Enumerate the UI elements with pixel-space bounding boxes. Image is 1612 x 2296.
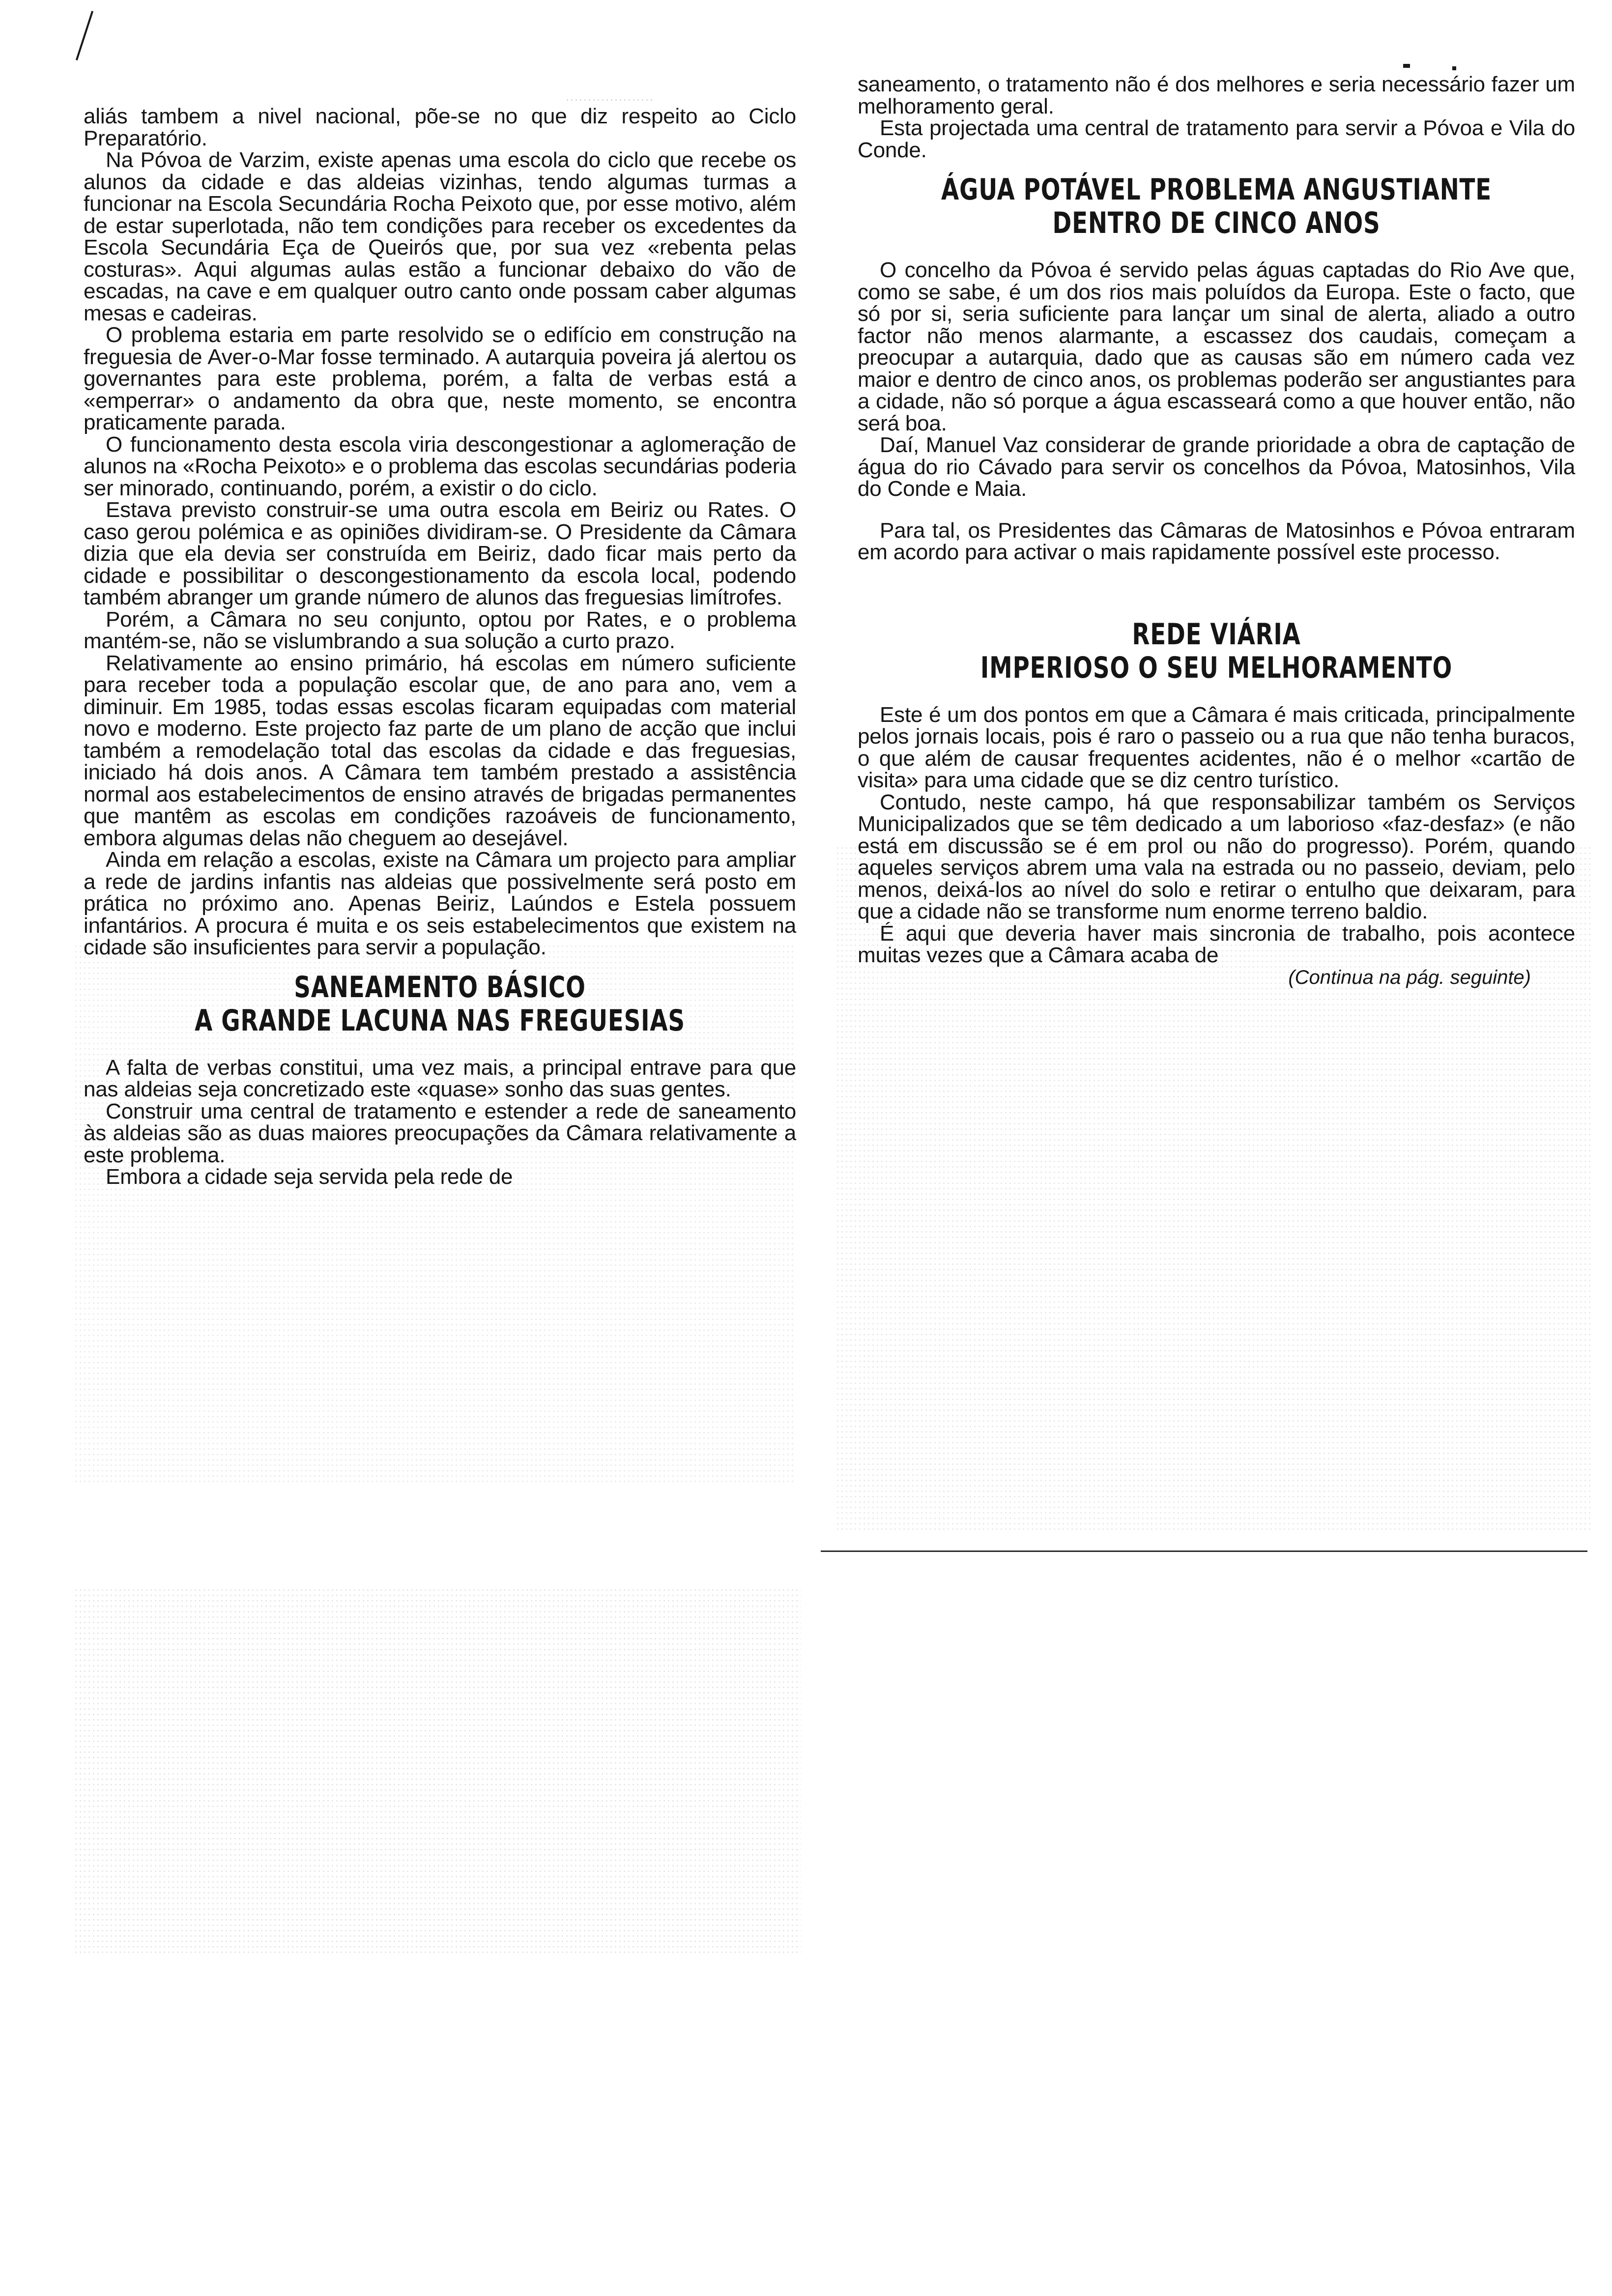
left-paragraph-2: Na Póvoa de Varzim, existe apenas uma escola do ciclo que recebe os alunos da cidade e das aldeias vizinhas, tendo algumas turmas a funcionar na Escola Secundária Rocha Peixoto que, por esse motivo, além de estar superlotada, não tem condições para receber os excedentes da Escola Secundária Eça de Queirós que, por sua vez «rebenta pelas costuras». Aqui algumas aulas estão a funcionar debaixo do vão de escadas, na cave e em qualquer outro canto onde possam caber algumas mesas e cadeiras. [84,148,796,325]
left-paragraph-9: A falta de verbas constitui, uma vez mais, a principal entrave para que nas aldeias seja concretizado este «quase» sonho das suas gentes. [84,1055,796,1101]
heading-rede-line-2: IMPERIOSO O SEU MELHORAMENTO [980,650,1453,685]
scan-noise-left-bottom [74,1587,801,1956]
left-paragraph-5: Estava previsto construir-se uma outra escola em Beiriz ou Rates. O caso gerou polémica e as opiniões dividiram-se. O Presidente da Câmara dizia que ela devia ser construída em Beiriz, dado ficar mais perto da cidade e possibilitar o descongestionamento da escola local, podendo também abranger um grande número de alunos das freguesias limítrofes. [84,498,796,609]
heading-agua-line-2: DENTRO DE CINCO ANOS [1052,206,1381,240]
right-paragraph-3: O concelho da Póvoa é servido pelas águas captadas do Rio Ave que, como se sabe, é um dos rios mais poluídos da Europa. Este o facto, que só por si, seria suficiente para lançar um sinal de alerta, aliado a outro factor não menos alarmante, a escassez dos caudais, começam a preocupar a autarquia, dado que as causas são em número cada vez maior e dentro de cinco anos, os problemas poderão ser angustiantes para a cidade, não só porque a água escasseará como a que houver então, não será boa. [858,258,1575,435]
heading-rede-viaria [858,618,1575,685]
right-column [858,74,1575,989]
left-paragraph-6: Porém, a Câmara no seu conjunto, optou por Rates, e o problema mantém-se, não se vislumbrando a sua solução a curto prazo. [84,607,796,653]
left-paragraph-10: Construir uma central de tratamento e estender a rede de saneamento às aldeias são as duas maiores preocupações da Câmara relativamente a este problema. [84,1099,796,1167]
right-paragraph-8: É aqui que deveria haver mais sincronia de trabalho, pois acontece muitas vezes que a Câmara acaba de [858,921,1575,967]
left-paragraph-1: aliás tambem a nivel nacional, põe-se no que diz respeito ao Ciclo Preparatório. [84,104,796,150]
right-paragraph-1: saneamento, o tratamento não é dos melhores e seria necessário fazer um melhoramento geral. [858,72,1575,118]
right-column-bottom-rule [821,1550,1587,1552]
continues-note: (Continua na pág. seguinte) [1288,966,1531,988]
left-paragraph-8: Ainda em relação a escolas, existe na Câmara um projecto para ampliar a rede de jardins infantis nas aldeias que possivelmente será posto em prática no próximo ano. Apenas Beiriz, Laúndos e Estela possuem infantários. A procura é muita e os seis estabelecimentos que existem na cidade são insuficientes para servir a população. [84,848,796,959]
scan-mark-top-left [76,11,93,60]
scan-noise-top [565,97,654,103]
heading-agua-line-1: ÁGUA POTÁVEL PROBLEMA ANGUSTIANTE [941,172,1492,207]
heading-agua-potavel [858,173,1575,240]
heading-rede-line-1: REDE VIÁRIA [1132,617,1301,652]
right-paragraph-2: Esta projectada uma central de tratamento para servir a Póvoa e Vila do Conde. [858,116,1575,162]
left-paragraph-4: O funcionamento desta escola viria descongestionar a aglomeração de alunos na «Rocha Peixoto» e o problema das escolas secundárias poderia ser minorado, continuando, porém, a existir o do ciclo. [84,432,796,500]
left-paragraph-3: O problema estaria em parte resolvido se o edifício em construção na freguesia de Aver-o-Mar fosse terminado. A autarquia poveira já alertou os governantes para este problema, porém, a falta de verbas está a «emperrar» o andamento da obra que, neste momento, se encontra praticamente parada. [84,323,796,434]
left-paragraph-7: Relativamente ao ensino primário, há escolas em número suficiente para receber toda a população escolar que, de ano para ano, vem a diminuir. Em 1985, todas essas escolas ficaram equipadas com material novo e moderno. Este projecto faz parte de um plano de acção que inclui também a remodelação total das escolas da cidade e das freguesias, iniciado há dois anos. A Câmara tem também prestado a assistência normal aos estabelecimentos de ensino através de brigadas permanentes que mantêm as escolas em condições razoáveis de funcionamento, embora algumas delas não cheguem ao desejável. [84,651,796,850]
heading-saneamento-line-2: A GRANDE LACUNA NAS FREGUESIAS [195,1003,685,1038]
right-paragraph-7: Contudo, neste campo, há que responsabilizar também os Serviços Municipalizados que se têm dedicado a um laborioso «faz-desfaz» (e não está em discussão se é em prol ou não do progresso). Porém, quando aqueles serviços abrem uma vala na estrada ou no passeio, deviam, pelo menos, deixá-los ao nível do solo e retirar o entulho que deixaram, para que a cidade não se transforme num enorme terreno baldio. [858,790,1575,923]
scan-mark-top-right-2 [1452,66,1456,70]
right-paragraph-4: Daí, Manuel Vaz considerar de grande prioridade a obra de captação de água do rio Cávado para servir os concelhos da Póvoa, Matosinhos, Vila do Conde e Maia. [858,433,1575,501]
right-paragraph-5: Para tal, os Presidentes das Câmaras de Matosinhos e Póvoa entraram em acordo para activar o mais rapidamente possível este processo. [858,518,1575,564]
left-paragraph-11: Embora a cidade seja servida pela rede de [106,1165,513,1189]
right-paragraph-6: Este é um dos pontos em que a Câmara é mais criticada, principalmente pelos jornais locais, pois é raro o passeio ou a rua que não tenha buracos, o que além de causar frequentes acidentes, não é o melhor «cartão de visita» para uma cidade que se diz centro turístico. [858,702,1575,792]
scan-mark-top-right [1403,64,1410,68]
heading-saneamento [84,971,796,1037]
heading-saneamento-line-1: SANEAMENTO BÁSICO [294,970,586,1004]
left-column [84,106,796,1188]
